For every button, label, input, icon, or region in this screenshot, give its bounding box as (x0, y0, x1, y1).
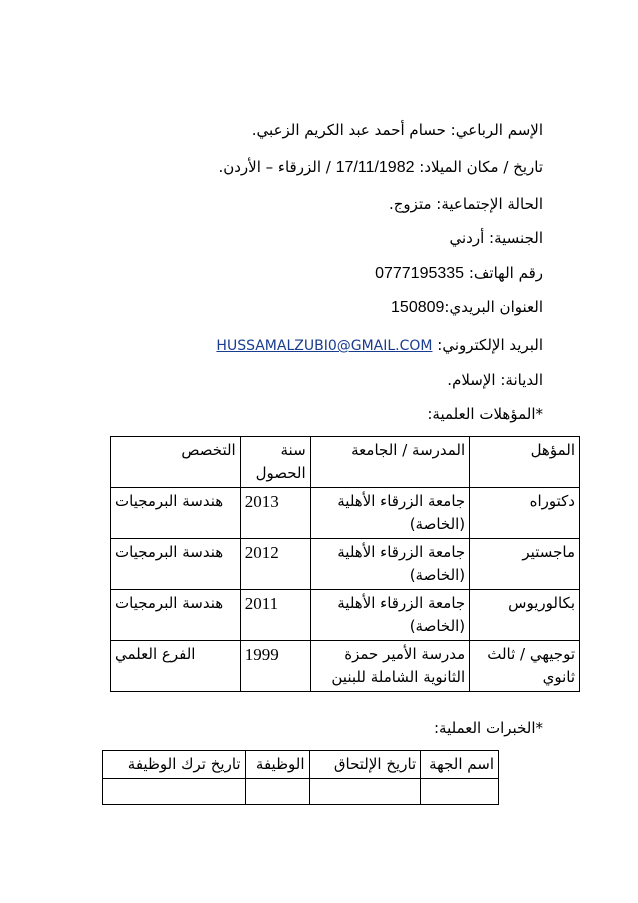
religion: الديانة: الإسلام. (447, 371, 543, 389)
table-row (111, 641, 580, 692)
postal-label: العنوان البريدي: (444, 298, 543, 316)
degree-cell: توجيهي / ثالث ثانوي (470, 641, 580, 692)
header-year: سنة الحصول (240, 437, 310, 488)
experience-heading: *الخبرات العملية: (433, 719, 543, 737)
email-label: البريد الإلكتروني: (437, 336, 543, 354)
empty-cell (245, 779, 309, 805)
empty-cell (421, 779, 499, 805)
table-row (103, 779, 499, 805)
header-position: الوظيفة (245, 751, 309, 779)
nationality: الجنسية: أردني (449, 229, 543, 247)
qualifications-table (110, 436, 580, 692)
postal-code: 150809 (391, 299, 445, 316)
year-cell: 2011 (240, 590, 310, 641)
phone-number: 0777195335 (375, 265, 465, 282)
header-degree: المؤهل (470, 437, 580, 488)
spec-cell: هندسة البرمجيات (111, 488, 241, 539)
empty-cell (309, 779, 421, 805)
spec-cell: هندسة البرمجيات (111, 539, 241, 590)
email-info (216, 335, 543, 356)
year-cell: 1999 (240, 641, 310, 692)
degree-cell: ماجستير (470, 539, 580, 590)
header-employer: اسم الجهة (421, 751, 499, 779)
header-leave-date: تاريخ ترك الوظيفة (103, 751, 246, 779)
table-row (111, 539, 580, 590)
empty-cell (103, 779, 246, 805)
header-spec: التخصص (111, 437, 241, 488)
birth-date: 17/11/1982 (335, 159, 415, 176)
table-header-row (103, 751, 499, 779)
spec-cell: الفرع العلمي (111, 641, 241, 692)
spec-cell: هندسة البرمجيات (111, 590, 241, 641)
degree-cell: دكتوراه (470, 488, 580, 539)
phone-info (375, 263, 543, 284)
birth-label: تاريخ / مكان الميلاد: (419, 158, 543, 176)
birth-place: / الزرقاء – الأردن. (218, 158, 331, 176)
marital-status: الحالة الإجتماعية: متزوج. (388, 195, 543, 213)
school-cell: مدرسة الأمير حمزة الثانوية الشاملة للبنين (310, 641, 470, 692)
experience-table (102, 750, 499, 805)
header-school: المدرسة / الجامعة (310, 437, 470, 488)
year-cell: 2012 (240, 539, 310, 590)
qualifications-heading: *المؤهلات العلمية: (427, 405, 543, 423)
header-join-date: تاريخ الإلتحاق (309, 751, 421, 779)
table-header-row (111, 437, 580, 488)
full-name: الإسم الرباعي: حسام أحمد عبد الكريم الزعبي. (251, 121, 543, 139)
birth-info (218, 157, 543, 178)
postal-info (391, 297, 543, 318)
degree-cell: بكالوريوس (470, 590, 580, 641)
email-link[interactable]: HUSSAMALZUBI0@GMAIL.COM (216, 338, 433, 354)
school-cell: جامعة الزرقاء الأهلية (الخاصة) (310, 590, 470, 641)
table-row (111, 488, 580, 539)
school-cell: جامعة الزرقاء الأهلية (الخاصة) (310, 539, 470, 590)
phone-label: رقم الهاتف: (468, 264, 543, 282)
year-cell: 2013 (240, 488, 310, 539)
table-row (111, 590, 580, 641)
school-cell: جامعة الزرقاء الأهلية (الخاصة) (310, 488, 470, 539)
